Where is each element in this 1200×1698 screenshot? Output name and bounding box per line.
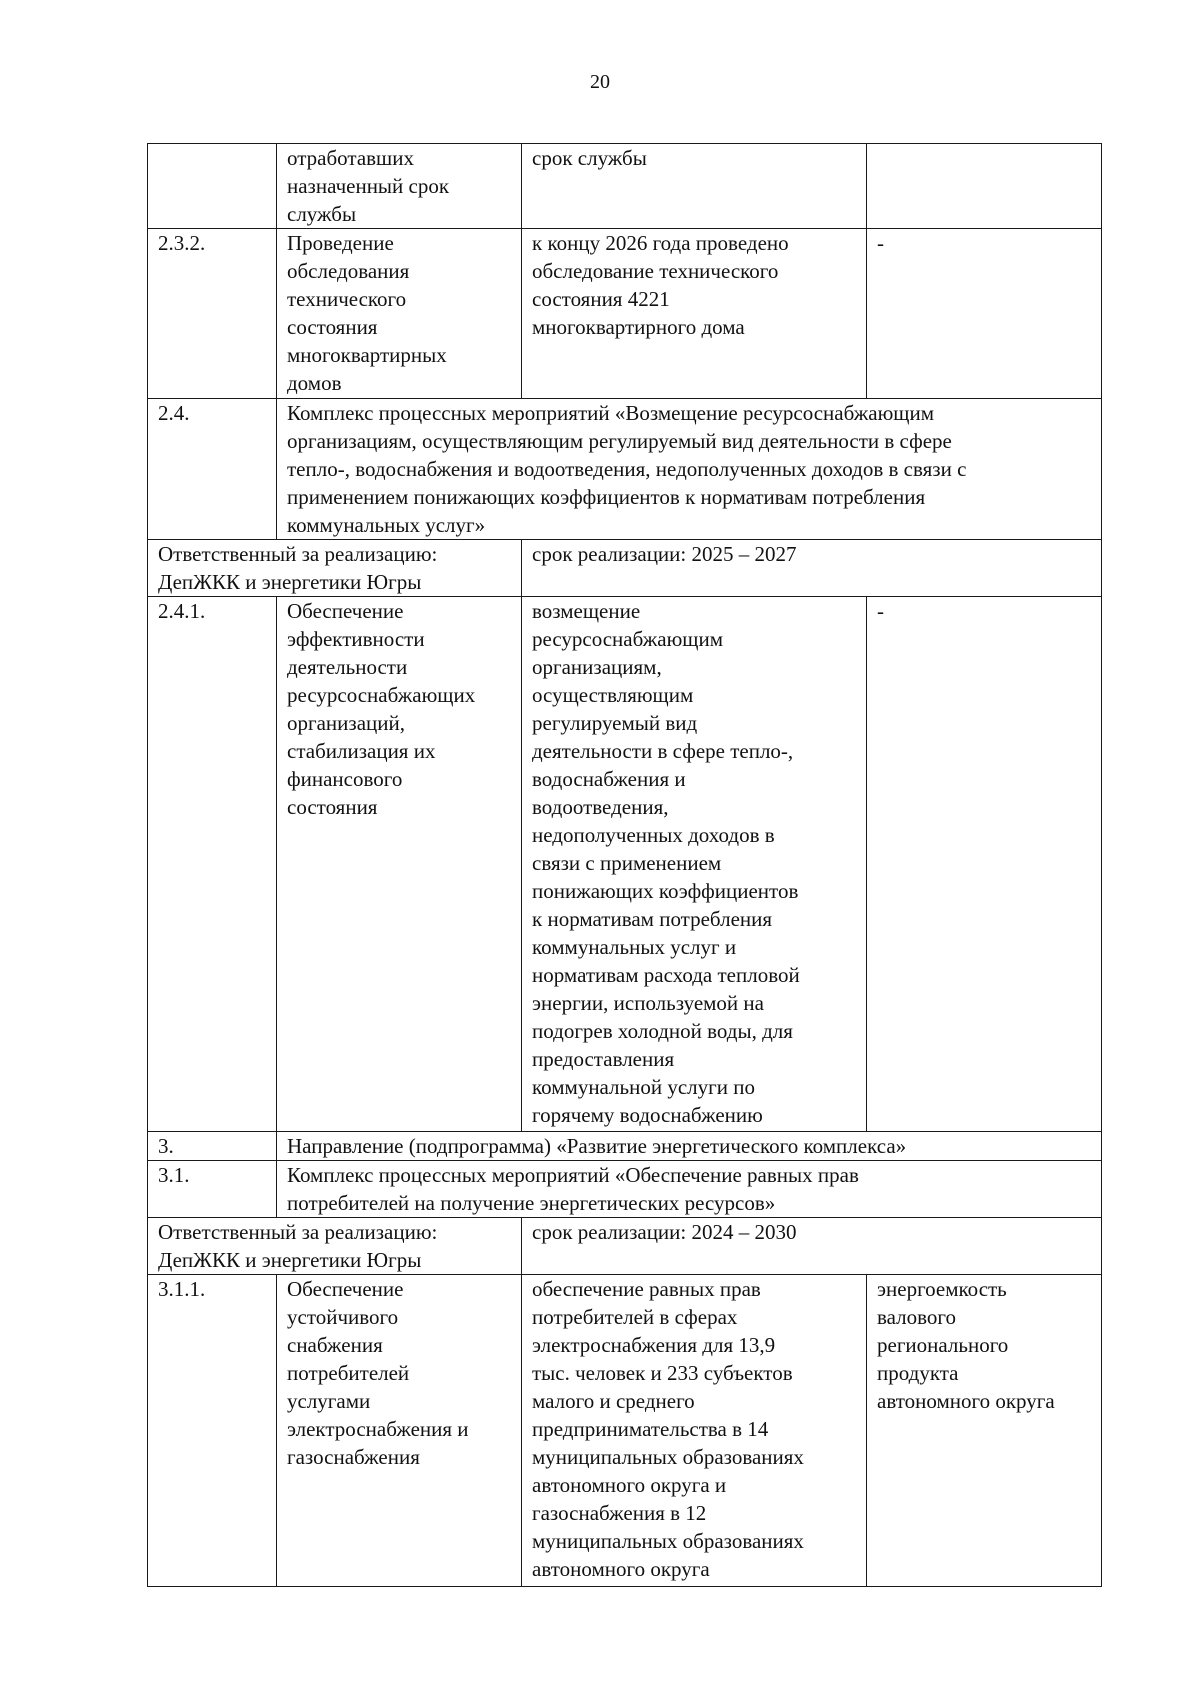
measure-name-cell: Обеспечение устойчивого снабжения потребителей услугами электроснабжения и газоснабжения	[277, 1275, 522, 1587]
table-row	[148, 1218, 1102, 1275]
term-cell: срок реализации: 2024 – 2030	[522, 1218, 1102, 1275]
table-row	[148, 1275, 1102, 1587]
indicator-cell	[867, 144, 1102, 229]
row-number-cell: 3.1.1.	[148, 1275, 277, 1587]
row-number-cell: 3.1.	[148, 1161, 277, 1218]
table-row	[148, 1132, 1102, 1161]
row-number-cell: 2.3.2.	[148, 229, 277, 399]
row-number-cell: 2.4.1.	[148, 597, 277, 1132]
table-row	[148, 540, 1102, 597]
table-row	[148, 144, 1102, 229]
row-number-cell	[148, 144, 277, 229]
measure-result-cell: срок службы	[522, 144, 867, 229]
complex-title-cell: Комплекс процессных мероприятий «Возмещение ресурсоснабжающим организациям, осуществляющим регулируемый вид деятельности в сфере тепло-, водоснабжения и водоотведения, недополученных доходов в связи с применением понижающих коэффициентов к нормативам потребления коммунальных услуг»	[277, 399, 1102, 540]
table-row	[148, 597, 1102, 1132]
indicator-cell: энергоемкость валового регионального продукта автономного округа	[867, 1275, 1102, 1587]
measure-result-cell: к концу 2026 года проведено обследование технического состояния 4221 многоквартирного дома	[522, 229, 867, 399]
table-row	[148, 229, 1102, 399]
measure-result-cell: возмещение ресурсоснабжающим организациям, осуществляющим регулируемый вид деятельности в сфере тепло-, водоснабжения и водоотведения, недополученных доходов в связи с применением понижающих коэффициентов к нормативам потребления коммунальных услуг и нормативам расхода тепловой энергии, используемой на подогрев холодной воды, для предоставления коммунальной услуги по горячему водоснабжению	[522, 597, 867, 1132]
table-row	[148, 1161, 1102, 1218]
term-cell: срок реализации: 2025 – 2027	[522, 540, 1102, 597]
table-row	[148, 399, 1102, 540]
measure-result-cell: обеспечение равных прав потребителей в сферах электроснабжения для 13,9 тыс. человек и 233 субъектов малого и среднего предпринимательства в 14 муниципальных образованиях автономного округа и газоснабжения в 12 муниципальных образованиях автономного округа	[522, 1275, 867, 1587]
measure-name-cell: Проведение обследования технического состояния многоквартирных домов	[277, 229, 522, 399]
responsible-cell: Ответственный за реализацию: ДепЖКК и энергетики Югры	[148, 540, 522, 597]
responsible-cell: Ответственный за реализацию: ДепЖКК и энергетики Югры	[148, 1218, 522, 1275]
measure-name-cell: отработавших назначенный срок службы	[277, 144, 522, 229]
row-number-cell: 2.4.	[148, 399, 277, 540]
indicator-cell: -	[867, 597, 1102, 1132]
direction-title-cell: Направление (подпрограмма) «Развитие энергетического комплекса»	[277, 1132, 1102, 1161]
row-number-cell: 3.	[148, 1132, 277, 1161]
complex-title-cell: Комплекс процессных мероприятий «Обеспечение равных прав потребителей на получение энергетических ресурсов»	[277, 1161, 1102, 1218]
page-number: 20	[590, 71, 610, 93]
measure-name-cell: Обеспечение эффективности деятельности ресурсоснабжающих организаций, стабилизация их финансового состояния	[277, 597, 522, 1132]
indicator-cell: -	[867, 229, 1102, 399]
measures-table	[147, 143, 1102, 1587]
